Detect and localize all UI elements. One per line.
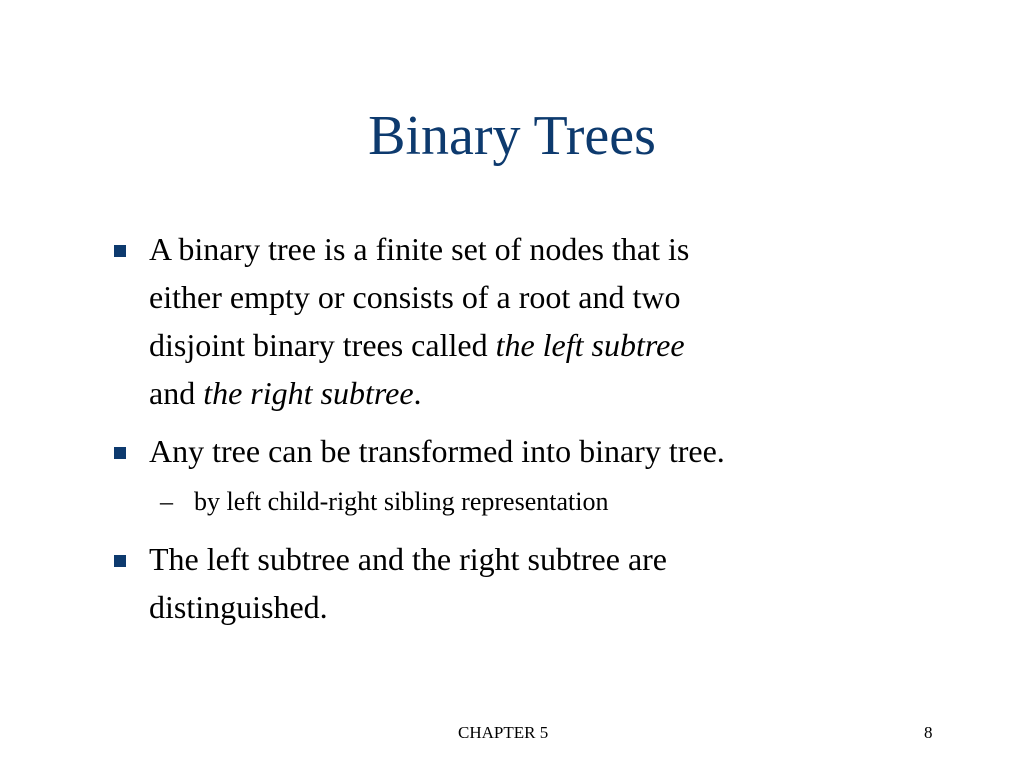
slide-title: Binary Trees — [368, 105, 656, 167]
bullet-text-1 — [149, 225, 869, 417]
bullet-square-icon — [114, 245, 126, 257]
bullet-line-part: Any tree can be transformed into binary tree. — [149, 433, 725, 469]
footer-chapter-label: CHAPTER 5 — [458, 723, 549, 742]
sub-bullet-dash: – — [160, 487, 173, 516]
bullet-line — [149, 369, 869, 417]
bullet-text-3 — [149, 535, 869, 631]
bullet-line-part: and — [149, 375, 204, 411]
bullet-line — [149, 427, 869, 475]
sub-bullet-text: by left child-right sibling representation — [194, 487, 609, 516]
bullet-line — [149, 535, 869, 583]
bullet-text-2 — [149, 427, 869, 475]
bullet-line-part: A binary tree is a finite set of nodes that is — [149, 231, 690, 267]
bullet-line — [149, 583, 869, 631]
bullet-line-part: either empty or consists of a root and two — [149, 279, 681, 315]
bullet-line-part-italic: the left subtree — [495, 327, 685, 363]
bullet-line — [149, 321, 869, 369]
bullet-square-icon — [114, 555, 126, 567]
bullet-line-part: distinguished. — [149, 589, 328, 625]
bullet-line — [149, 273, 869, 321]
bullet-line-part: disjoint binary trees called — [149, 327, 496, 363]
footer-page-number: 8 — [924, 723, 933, 742]
bullet-line-part: . — [413, 375, 422, 411]
bullet-line-part-italic: the right subtree — [203, 375, 414, 411]
bullet-square-icon — [114, 447, 126, 459]
bullet-line-part: The left subtree and the right subtree are — [149, 541, 667, 577]
bullet-line — [149, 225, 869, 273]
